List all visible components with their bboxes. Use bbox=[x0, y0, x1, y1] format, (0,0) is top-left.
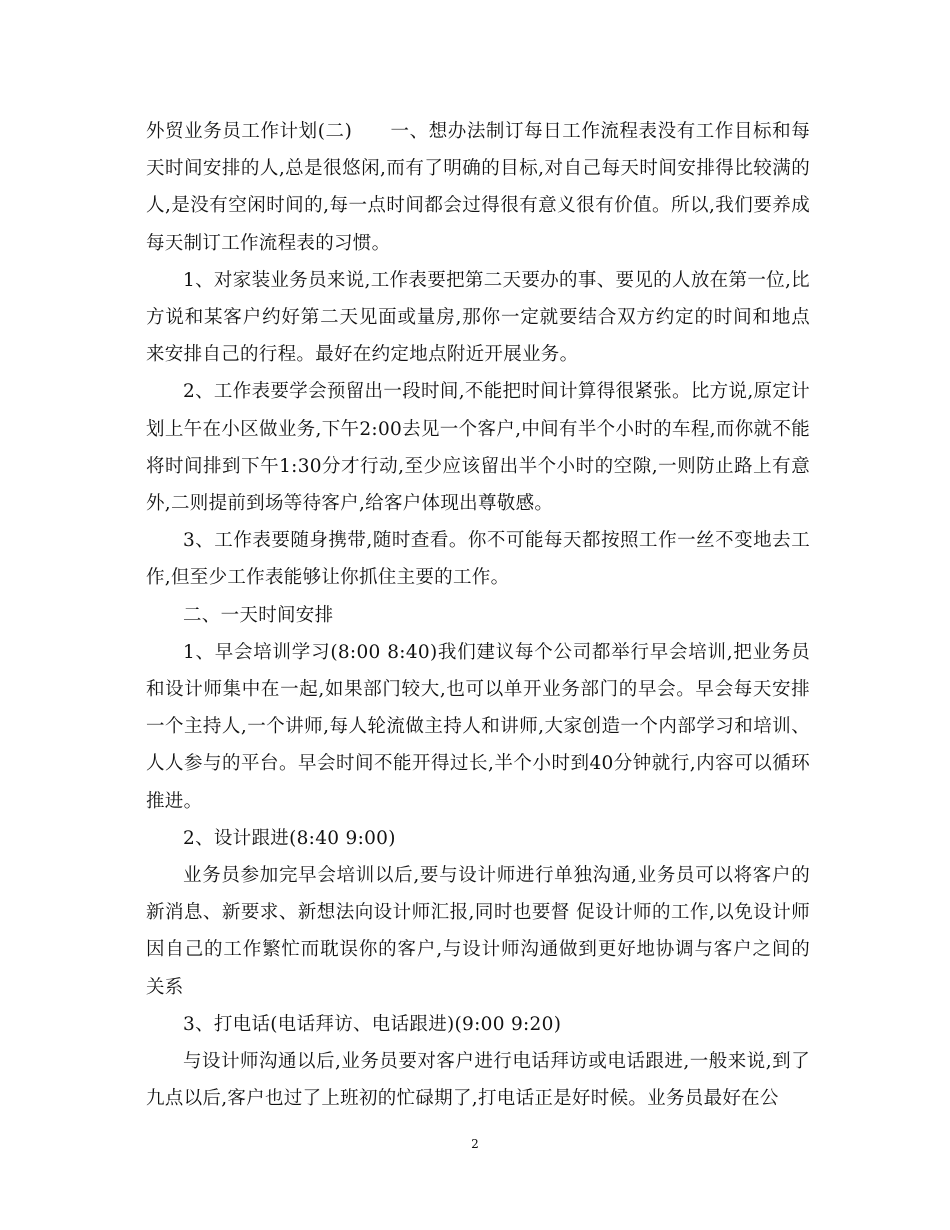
paragraph-design-followup: 业务员参加完早会培训以后,要与设计师进行单独沟通,业务员可以将客户的新消息、新要求、新想法向设计师汇报,同时也要督 促设计师的工作,以免设计师因自己的工作繁忙而耽误你的客户,与设计师沟通做到更好地协调与客户之间的关系 bbox=[146, 865, 810, 998]
paragraph-item-1: 1、对家装业务员来说,工作表要把第二天要办的事、要见的人放在第一位,比方说和某客户约好第二天见面或量房,那你一定就要结合双方约定的时间和地点来安排自己的行程。最好在约定地点附近开展业务。 bbox=[146, 269, 810, 366]
paragraph-phone-calls: 与设计师沟通以后,业务员要对客户进行电话拜访或电话跟进,一般来说,到了九点以后,客户也过了上班初的忙碌期了,打电话正是好时候。业务员最好在公 bbox=[146, 1051, 810, 1110]
page-number: 2 bbox=[471, 1137, 479, 1151]
section-heading-daily-schedule: 二、一天时间安排 bbox=[183, 604, 334, 626]
paragraph-morning-meeting: 1、早会培训学习(8:00 8:40)我们建议每个公司都举行早会培训,把业务员和设计师集中在一起,如果部门较大,也可以单开业务部门的早会。早会每天安排一个主持人,一个讲师,每人轮流做主持人和讲师,大家创造一个内部学习和培训、人人参与的平台。早会时间不能开得过长,半个小时到40分钟就行,内容可以循环推进。 bbox=[146, 641, 810, 812]
paragraph-item-2: 2、工作表要学会预留出一段时间,不能把时间计算得很紧张。比方说,原定计划上午在小区做业务,下午2:00去见一个客户,中间有半个小时的车程,而你就不能将时间排到下午1:30分才行动,至少应该留出半个小时的空隙,一则防止路上有意外,二则提前到场等待客户,给客户体现出尊敬感。 bbox=[146, 381, 810, 515]
paragraph-item-3: 3、工作表要随身携带,随时查看。你不可能每天都按照工作一丝不变地去工作,但至少工作表能够让你抓住主要的工作。 bbox=[146, 530, 810, 589]
document-body bbox=[146, 113, 810, 1117]
subheading-design-followup: 2、设计跟进(8:40 9:00) bbox=[183, 827, 396, 849]
subheading-phone-calls: 3、打电话(电话拜访、电话跟进)(9:00 9:20) bbox=[183, 1013, 562, 1035]
paragraph-intro: 外贸业务员工作计划(二) 一、想办法制订每日工作流程表没有工作目标和每天时间安排的人,总是很悠闲,而有了明确的目标,对自己每天时间安排得比较满的人,是没有空闲时间的,每一点时间都会过得很有意义很有价值。所以,我们要养成每天制订工作流程表的习惯。 bbox=[146, 121, 810, 254]
